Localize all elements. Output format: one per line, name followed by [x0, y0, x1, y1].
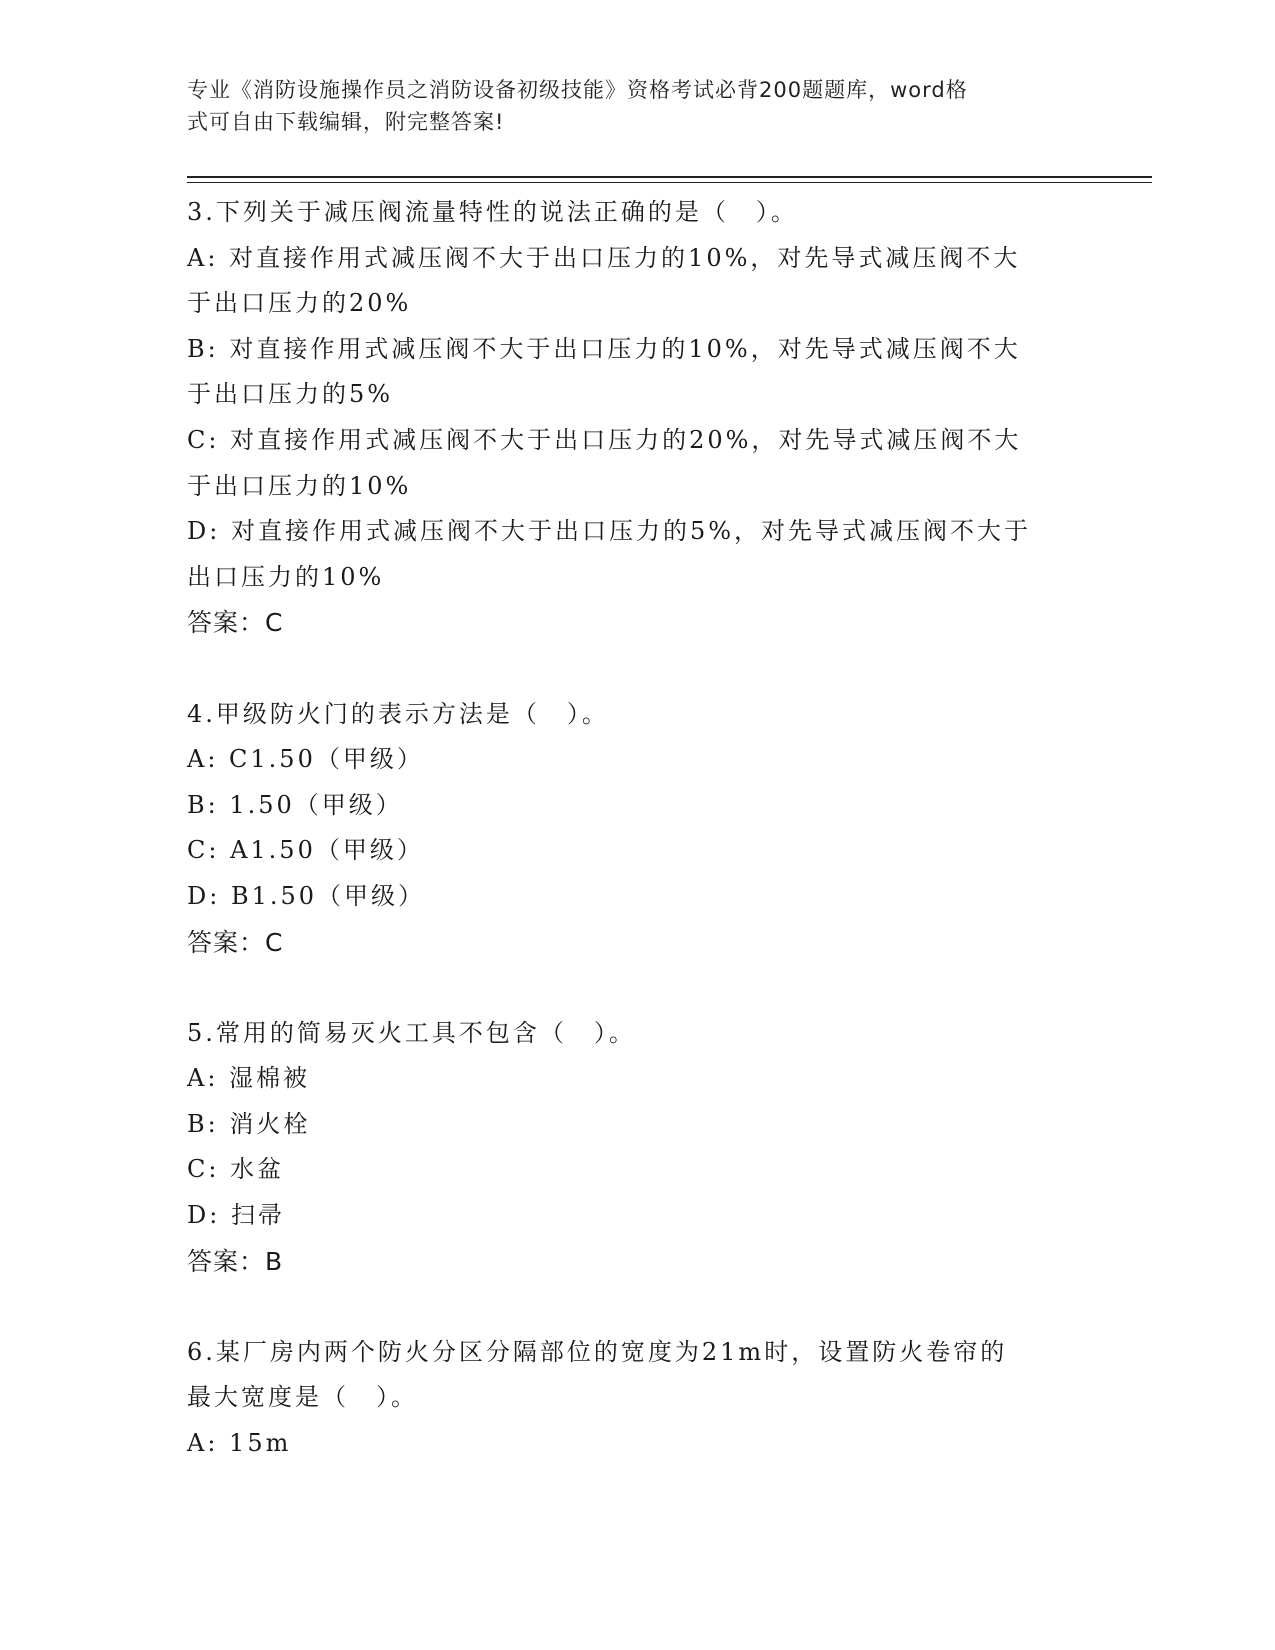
question-5-option-b: B: 消火栓 [187, 1109, 311, 1138]
question-3-option-c-cont: 于出口压力的10% [187, 471, 412, 500]
question-4-option-b: B: 1.50（甲级） [187, 790, 403, 819]
question-5 [187, 1011, 1087, 1285]
question-3-answer: 答案：C [187, 608, 284, 638]
question-5-option-d: D: 扫帚 [187, 1201, 285, 1230]
question-6-option-a: A: 15m [187, 1429, 292, 1458]
question-5-option-a: A: 湿棉被 [187, 1064, 311, 1093]
question-3-option-d-cont: 出口压力的10% [187, 562, 385, 591]
question-4-option-c: C: A1.50（甲级） [187, 836, 424, 865]
question-3-option-c: C: 对直接作用式减压阀不大于出口压力的20%，对先导式减压阀不大 [187, 425, 1022, 454]
question-list [187, 190, 1087, 1512]
question-3-option-b: B: 对直接作用式减压阀不大于出口压力的10%，对先导式减压阀不大 [187, 334, 1021, 363]
question-6 [187, 1330, 1087, 1467]
question-3-option-a: A: 对直接作用式减压阀不大于出口压力的10%，对先导式减压阀不大 [187, 243, 1021, 272]
question-6-stem: 6.某厂房内两个防火分区分隔部位的宽度为21m时，设置防火卷帘的 [187, 1337, 1008, 1366]
question-3 [187, 190, 1087, 646]
question-6-stem-cont: 最大宽度是（ ）。 [187, 1383, 418, 1412]
header-divider-thin [187, 182, 1152, 183]
question-4-option-a: A: C1.50（甲级） [187, 745, 424, 774]
question-4-answer: 答案：C [187, 927, 284, 957]
document-header [187, 74, 1067, 138]
header-divider-thick [187, 176, 1152, 178]
question-4-option-d: D: B1.50（甲级） [187, 881, 426, 910]
question-5-answer: 答案：B [187, 1246, 284, 1276]
question-5-option-c: C: 水盆 [187, 1155, 285, 1184]
question-3-option-b-cont: 于出口压力的5% [187, 380, 394, 409]
question-4 [187, 692, 1087, 966]
question-3-stem: 3.下列关于减压阀流量特性的说法正确的是（ ）。 [187, 198, 798, 226]
question-3-option-d: D: 对直接作用式减压阀不大于出口压力的5%，对先导式减压阀不大于 [187, 517, 1032, 546]
question-5-stem: 5.常用的简易灭火工具不包含（ ）。 [187, 1018, 636, 1047]
header-line-1: 专业《消防设施操作员之消防设备初级技能》资格考试必背200题题库，word格 [187, 78, 968, 102]
question-3-option-a-cont: 于出口压力的20% [187, 289, 412, 318]
header-line-2: 式可自由下载编辑，附完整答案! [187, 110, 505, 134]
question-4-stem: 4.甲级防火门的表示方法是（ ）。 [187, 699, 609, 728]
